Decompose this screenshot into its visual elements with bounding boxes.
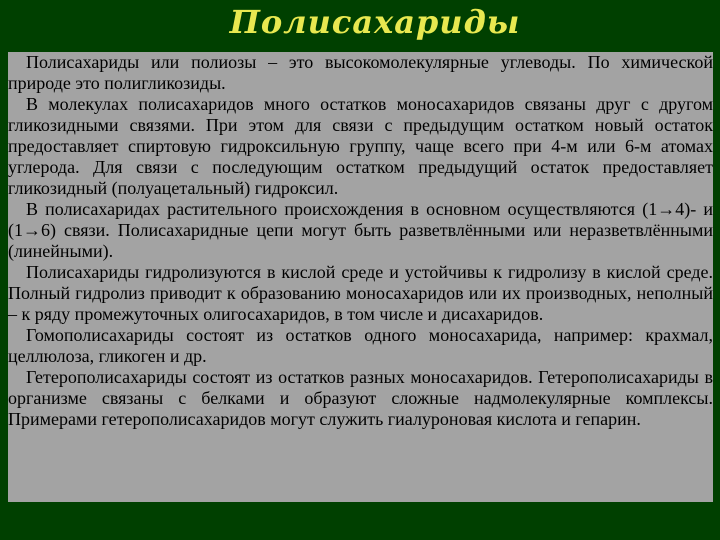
paragraph-definition: Полисахариды или полиозы – это высокомолекулярные углеводы. По химической природе это полигликозиды. <box>8 52 713 93</box>
text-box <box>8 52 713 502</box>
slide-title: Полисахариды <box>229 3 521 41</box>
paragraph-homopolysaccharides: Гомополисахариды состоят из остатков одного моносахарида, например: крахмал, целлюлоза, гликоген и др. <box>8 325 713 366</box>
paragraph-plant-polysaccharides: В полисахаридах растительного происхождения в основном осуществляются (1→4)- и (1→6) связи. Полисахаридные цепи могут быть разветвлёнными или неразветвлёнными (линейными). <box>8 199 713 261</box>
paragraph-glycosidic-bonds: В молекулах полисахаридов много остатков моносахаридов связаны друг с другом гликозидными связями. При этом для связи с предыдущим остатком новый остаток предоставляет спиртовую гидроксильную группу, чаще всего при 4-м или 6-м атомах углерода. Для связи с последующим остатком предыдущий остаток предоставляет гликозидный (полуацетальный) гидроксил. <box>8 94 713 198</box>
paragraph-heteropolysaccharides: Гетерополисахариды состоят из остатков разных моносахаридов. Гетерополисахариды в организме связаны с белками и образуют сложные надмолекулярные комплексы. Примерами гетерополисахаридов могут служить гиалуроновая кислота и гепарин. <box>8 367 713 429</box>
paragraph-hydrolysis: Полисахариды гидролизуются в кислой среде и устойчивы к гидролизу в кислой среде. Полный гидролиз приводит к образованию моносахаридов или их производных, неполный – к ряду промежуточных олигосахаридов, в том числе и дисахаридов. <box>8 262 713 324</box>
